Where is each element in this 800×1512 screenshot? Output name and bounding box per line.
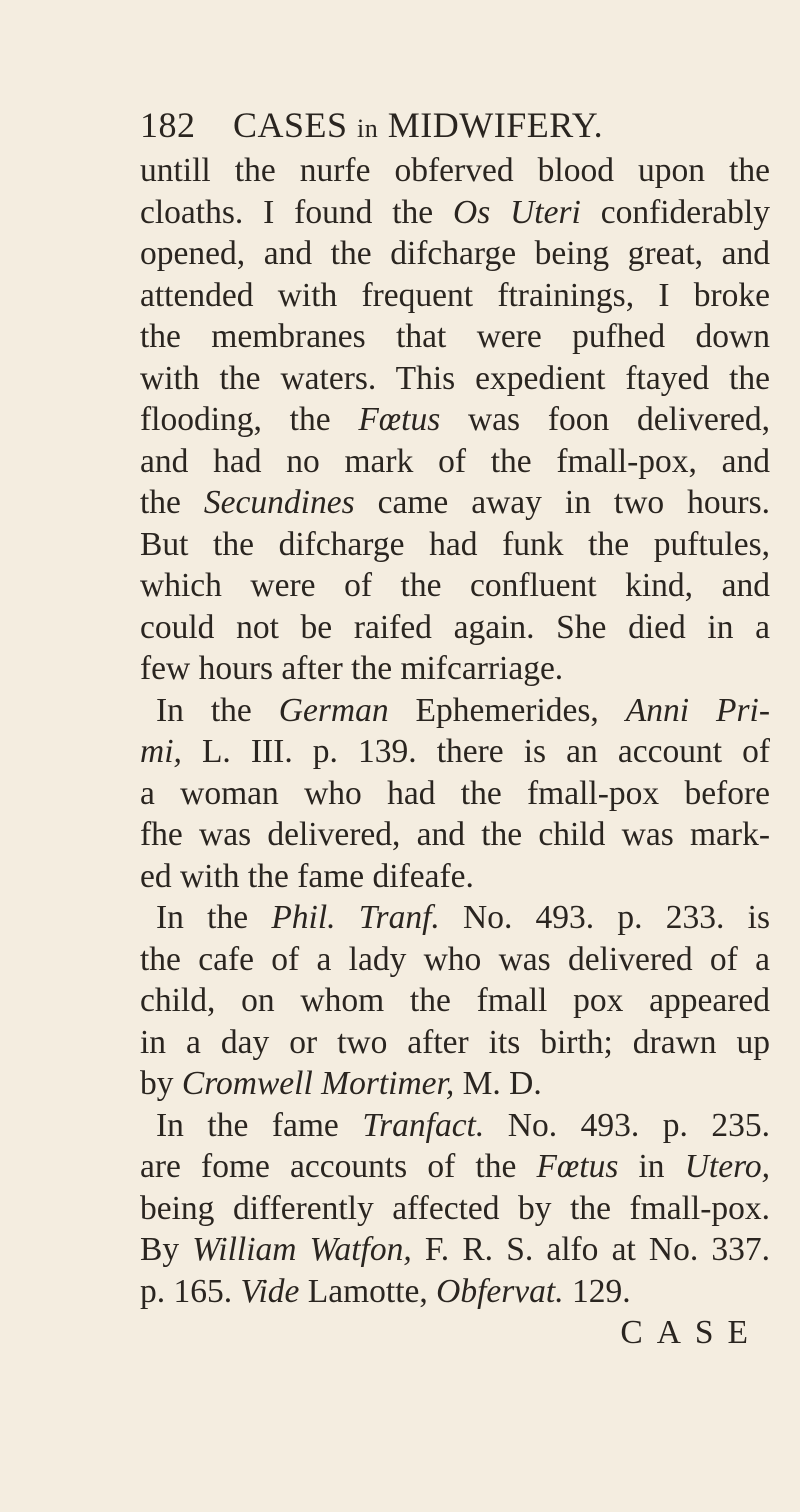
text-line (140, 1188, 770, 1230)
text-line (140, 607, 770, 649)
italic-run: Anni Pri- (625, 691, 770, 729)
text-run: opened, and the difcharge being great, and (140, 235, 770, 272)
italic-run: Cromwell Mortimer, (181, 1065, 455, 1102)
text-run: the (140, 484, 204, 521)
text-run: which were of the confluent kind, and (140, 567, 770, 604)
text-run: a woman who had the fmall-pox before (140, 774, 770, 812)
text-run: M. D. (454, 1065, 542, 1102)
italic-run: William Watfon, (192, 1231, 412, 1268)
text-run: cloaths. I found the (140, 193, 453, 231)
text-line (140, 1271, 770, 1313)
italic-run: Os Uteri (453, 193, 581, 231)
italic-run: Utero, (684, 1148, 770, 1185)
text-line (140, 1146, 770, 1188)
italic-run: German (278, 691, 389, 729)
text-line (140, 1105, 770, 1147)
text-line (140, 897, 770, 939)
catchword (140, 1312, 770, 1354)
header-title-midwifery: MIDWIFERY. (387, 105, 604, 145)
text-run: By (140, 1231, 193, 1268)
text-line (140, 565, 770, 607)
italic-run: Fœtus (536, 1148, 619, 1185)
text-line (140, 524, 770, 566)
text-run: child, on whom the fmall pox appeared (140, 982, 770, 1019)
text-run: L. III. p. 139. there is an account of (181, 733, 770, 770)
text-run: are fome accounts of the (140, 1148, 537, 1185)
text-run: confiderably (580, 193, 770, 231)
text-line (140, 690, 770, 732)
text-run: ed with the fame difeafe. (140, 857, 474, 895)
italic-run: mi, (140, 733, 182, 770)
italic-run: Secundines (203, 484, 355, 521)
text-run: by (140, 1065, 182, 1102)
italic-run: Obfervat. (436, 1272, 564, 1310)
text-run: flooding, the (140, 401, 359, 438)
text-line (140, 192, 770, 234)
running-header (140, 104, 603, 146)
italic-run: Tranfact. (362, 1106, 485, 1144)
text-run: In the fame (156, 1106, 363, 1144)
text-line (140, 980, 770, 1022)
text-line (140, 358, 770, 400)
text-line (140, 814, 770, 856)
catchword-text: CASE (620, 1314, 762, 1351)
text-line (140, 1229, 770, 1271)
text-run: with the waters. This expedient ftayed the (140, 359, 770, 397)
text-run: But the difcharge had funk the puftules, (140, 525, 770, 563)
text-run: attended with frequent ftrainings, I broke (140, 276, 770, 314)
italic-run: Phil. Tranf. (271, 899, 440, 936)
text-run: In the (156, 899, 272, 936)
text-run: fhe was delivered, and the child was mark- (140, 816, 770, 853)
text-run: the membranes that were pufhed down (140, 318, 770, 355)
page-number: 182 (140, 105, 196, 145)
text-line (140, 773, 770, 815)
text-line (140, 233, 770, 275)
text-line (140, 1022, 770, 1064)
text-run: in a day or two after its birth; drawn up (140, 1023, 770, 1061)
text-run: in (618, 1148, 685, 1185)
text-line (140, 316, 770, 358)
text-run: was foon delivered, (440, 401, 770, 438)
header-title-in: in (357, 114, 379, 143)
text-run: Lamotte, (299, 1272, 437, 1310)
text-run: the cafe of a lady who was delivered of a (140, 940, 770, 978)
text-run: No. 493. p. 233. is (439, 899, 770, 936)
text-run: few hours after the mifcarriage. (140, 650, 564, 687)
text-run: being differently affected by the fmall-pox. (140, 1189, 770, 1227)
text-run: F. R. S. alfo at No. 337. (411, 1231, 770, 1268)
text-run: could not be raifed again. She died in a (140, 608, 770, 646)
text-run: and had no mark of the fmall-pox, and (140, 442, 770, 480)
text-line (140, 731, 770, 773)
italic-run: Vide (240, 1272, 300, 1310)
text-line (140, 1063, 770, 1105)
text-line (140, 648, 770, 690)
text-run: came away in two hours. (354, 484, 770, 521)
text-run: 129. (563, 1272, 631, 1310)
text-line (140, 482, 770, 524)
italic-run: Fœtus (358, 401, 441, 438)
text-line (140, 399, 770, 441)
text-run: In the (156, 691, 279, 729)
text-run: No. 493. p. 235. (484, 1106, 770, 1144)
text-line (140, 441, 770, 483)
text-run: untill the nurfe obferved blood upon the (140, 152, 770, 189)
text-line (140, 856, 770, 898)
text-run: Ephemerides, (388, 691, 626, 729)
header-title-cases: CASES (233, 105, 348, 145)
text-line (140, 939, 770, 981)
text-line (140, 275, 770, 317)
text-line (140, 150, 770, 192)
text-body (140, 150, 770, 1354)
text-run: p. 165. (140, 1272, 241, 1310)
